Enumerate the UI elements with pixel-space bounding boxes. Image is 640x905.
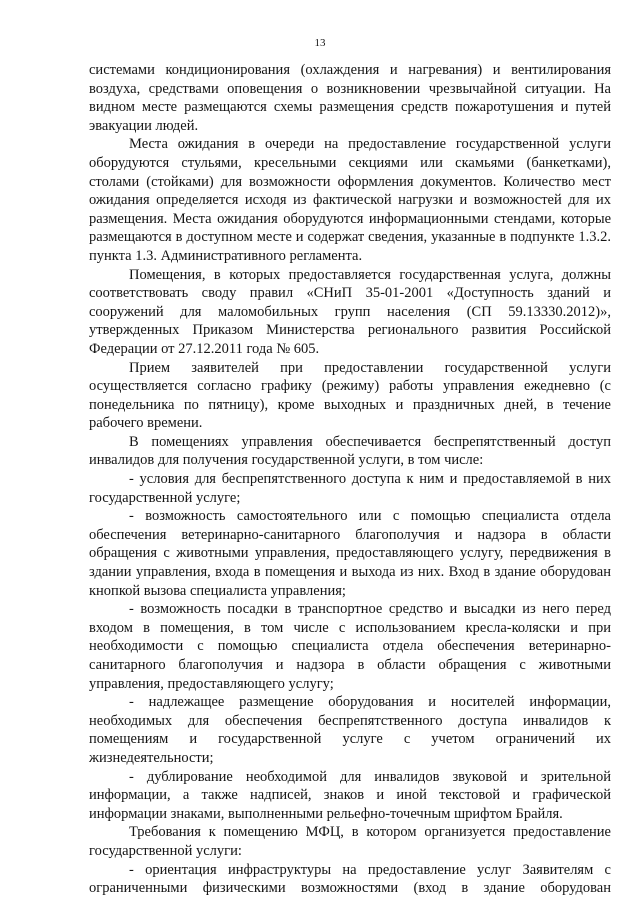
paragraph-reception-schedule: Прием заявителей при предоставлении государственной услуги осуществляется согласно графику (режиму) работы управления ежедневно (с понедельника по пятницу), кроме выходных и праздничных дней, в течение рабочего времени. <box>89 359 611 432</box>
paragraph-premises-requirements: Помещения, в которых предоставляется государственная услуга, должны соответствовать своду правил «СНиП 35-01-2001 «Доступность зданий и сооружений для маломобильных групп населения (СП 59.13330.2012)», утвержденных Приказом Министерства регионального развития Российской Федерации от 27.12.2011 года № 605. <box>89 266 611 357</box>
page-number: 13 <box>314 37 326 49</box>
list-item-movement-assistance: - возможность самостоятельного или с помощью специалиста отдела обеспечения ветеринарно-санитарного благополучия и надзора в области обращения с животными управления, предоставляющего услугу, передвижения в здании управления, входа в помещения и выхода из них. Вход в здание оборудован кнопкой вызова специалиста управления; <box>89 508 611 599</box>
list-item-access-conditions: - условия для беспрепятственного доступа к ним и предоставляемой в них государственной услуге; <box>89 471 611 506</box>
paragraph-waiting-places: Места ожидания в очереди на предоставление государственной услуги оборудуются стульями, кресельными секциями или скамьями (банкетками), столами (стойками) для возможности оформления документов. Количество мест ожидания определяется исходя из фактической нагрузки и возможностей для их размещения. Места ожидания оборудуются информационными стендами, которые размещаются в доступном месте и содержат сведения, указанные в подпункте 1.3.2. пункта 1.3. Административного регламента. <box>89 136 611 264</box>
list-item-braille-duplication: - дублирование необходимой для инвалидов звуковой и зрительной информации, а также надписей, знаков и иной текстовой и графической информации знаками, выполненными рельефно-точечным шрифтом Брайля. <box>89 768 611 822</box>
paragraph-ventilation: системами кондиционирования (охлаждения и нагревания) и вентилирования воздуха, средствами оповещения о возникновении чрезвычайной ситуации. На видном месте размещаются схемы размещения средств пожаротушения и путей эвакуации людей. <box>89 62 611 134</box>
paragraph-disabled-access: В помещениях управления обеспечивается беспрепятственный доступ инвалидов для получения государственной услуги, в том числе: <box>89 433 611 469</box>
paragraph-mfc-requirements: Требования к помещению МФЦ, в котором организуется предоставление государственной услуги: <box>89 824 611 859</box>
list-item-transport-boarding: - возможность посадки в транспортное средство и высадки из него перед входом в помещения, в том числе с использованием кресла-коляски и при необходимости с помощью специалиста отдела обеспечения ветеринарно-санитарного благополучия и надзора в области обращения с животными управления, предоставляющего услугу; <box>89 601 611 692</box>
body-text <box>89 61 611 898</box>
list-item-equipment-placement: - надлежащее размещение оборудования и носителей информации, необходимых для обеспечения беспрепятственного доступа инвалидов к помещениям и государственной услуге с учетом ограничений их жизнедеятельности; <box>89 694 611 766</box>
list-item-infrastructure: - ориентация инфраструктуры на предоставление услуг Заявителям с ограниченными физическими возможностями (вход в здание оборудован <box>89 861 611 897</box>
